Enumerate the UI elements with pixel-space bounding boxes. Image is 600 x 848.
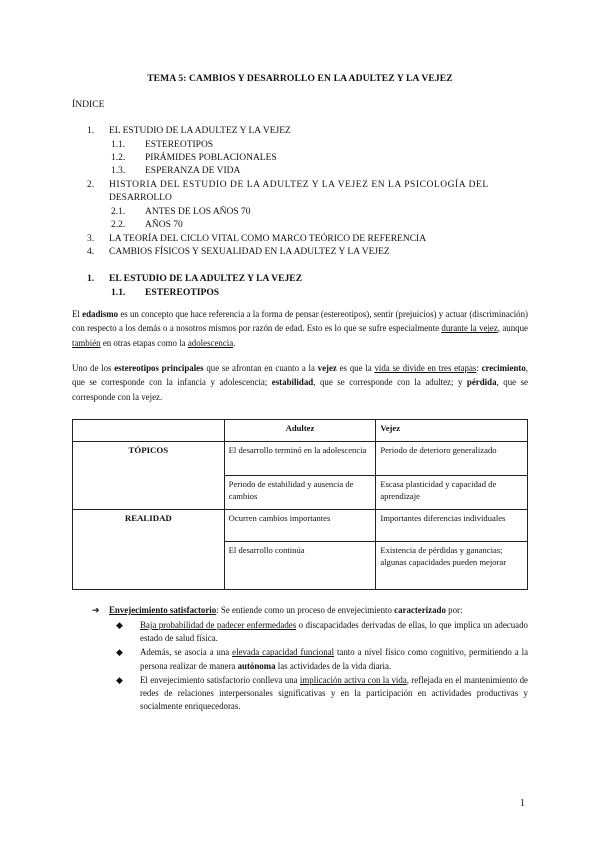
list-item: [116, 619, 528, 645]
underlined-text: implicación activa con la vida: [299, 674, 407, 685]
text-run: Uno de los: [72, 363, 115, 373]
index-item-number: 2.: [87, 180, 95, 190]
index-item: [87, 247, 390, 257]
bold-term: Envejecimiento satisfactorio: [109, 605, 217, 615]
index-item-number: 2.1.: [111, 207, 126, 217]
underlined-text: elevada capacidad funcional: [232, 647, 335, 658]
index-item: [111, 207, 251, 217]
table-header-row: [73, 420, 528, 442]
bold-term: autónoma: [237, 660, 276, 671]
text-run: : Se entiende como un proceso de envejecimiento: [216, 605, 395, 615]
index-item: [111, 166, 240, 176]
text-run: El envejecimiento satisfactorio conlleva una: [140, 674, 300, 685]
index-item-text: EL ESTUDIO DE LA ADULTEZ Y LA VEJEZ: [109, 126, 291, 136]
comparison-table: [72, 419, 528, 590]
bold-term: estereotipos principales: [114, 363, 204, 373]
list-item: [116, 674, 528, 714]
text-run: es un concepto que hace referencia a la forma de pensar (estereotipos), sentir (prejuicios) y actuar (discriminación) con respecto a los demás o a nosotros mismos por razón de edad. Esto es lo que se sufre especialmente: [72, 309, 528, 334]
bold-term: pérdida: [466, 377, 497, 388]
index-item: [111, 153, 277, 163]
underlined-text: vida se divide en tres etapas: [374, 363, 477, 373]
table-row: [73, 510, 528, 542]
index-item: [87, 126, 291, 136]
index-item: [87, 234, 426, 244]
index-item-number: 1.: [87, 126, 95, 136]
index-item: [111, 140, 213, 150]
diamond-bullet-icon: ◆: [116, 620, 123, 630]
index-heading: ÍNDICE: [72, 99, 105, 110]
table-row-label: REALIDAD: [73, 510, 225, 590]
table-cell: El desarrollo terminó en la adolescencia: [224, 442, 376, 476]
text-run: , aunque: [497, 323, 528, 334]
index-item: [111, 220, 183, 230]
paragraph-estereotipos: [72, 361, 528, 404]
subsection-heading: [111, 287, 219, 298]
table-header-cell: Vejez: [376, 420, 528, 442]
document-title: TEMA 5: CAMBIOS Y DESARROLLO EN LA ADULTEZ Y LA VEJEZ: [147, 73, 453, 84]
index-item-number: 3.: [87, 234, 95, 244]
text-run: , que se corresponde con la adultez; y: [313, 377, 467, 388]
text-run: :: [476, 363, 482, 373]
underlined-text: adolescencia: [187, 337, 234, 348]
index-item-number: 1.2.: [111, 153, 126, 163]
text-run: Además, se asocia a una: [140, 647, 233, 658]
text-run: , reflejada en el mantenimiento de redes de relaciones interpersonales significativas y en la participación en actividades productivas y socialmente enriquecedoras.: [140, 674, 528, 712]
text-run: .: [233, 337, 236, 348]
table-row-label: TÓPICOS: [73, 442, 225, 510]
table-cell: Periodo de deterioro generalizado: [376, 442, 528, 476]
subsection-number: 1.1.: [111, 287, 126, 298]
text-run: es que la: [336, 363, 375, 373]
page-number: 1: [520, 798, 525, 809]
text-run: o discapacidades derivadas de ellas, lo que implica un adecuado estado de salud física.: [140, 620, 528, 644]
envejecimiento-definition: [92, 605, 462, 616]
text-run: , que se corresponde con la vejez.: [72, 377, 528, 402]
table-cell: Importantes diferencias individuales: [376, 510, 528, 542]
underlined-text: durante la vejez: [441, 323, 498, 334]
text-run: tanto a nivel físico como cognitivo, permitiendo a la persona realizar de manera: [140, 647, 529, 671]
index-item-number: 2.2.: [111, 220, 126, 230]
table-header-cell: Adultez: [224, 420, 376, 442]
index-item-text: ESTEREOTIPOS: [145, 140, 214, 150]
section-heading: [87, 273, 302, 284]
table-row: [73, 442, 528, 476]
table-header-cell: [73, 420, 225, 442]
subsection-title: ESTEREOTIPOS: [145, 287, 220, 298]
index-item-text: AÑOS 70: [145, 220, 183, 230]
list-item: [116, 646, 528, 672]
index-item-text: PIRÁMIDES POBLACIONALES: [145, 153, 277, 163]
index-item-text: LA TEORÍA DEL CICLO VITAL COMO MARCO TEÓRICO DE REFERENCIA: [109, 234, 427, 244]
index-item-text: HISTORIA DEL ESTUDIO DE LA ADULTEZ Y LA VEJEZ EN LA PSICOLOGÍA DEL: [109, 180, 489, 190]
text-run: en otras etapas como la: [100, 337, 188, 348]
text-run: las actividades de la vida diaria.: [275, 660, 392, 671]
bold-term: vejez: [317, 363, 337, 373]
table-cell: Ocurren cambios importantes: [224, 510, 376, 542]
text-run: El: [72, 309, 83, 319]
underlined-text: Baja probabilidad de padecer enfermedades: [140, 620, 297, 630]
bold-term: caracterizado: [394, 605, 446, 615]
section-number: 1.: [87, 273, 95, 284]
index-item-number: 1.1.: [111, 140, 126, 150]
index-item-text: CAMBIOS FÍSICOS Y SEXUALIDAD EN LA ADULTEZ Y LA VEJEZ: [109, 247, 390, 257]
text-run: por:: [445, 605, 463, 615]
table-cell: Escasa plasticidad y capacidad de aprendizaje: [376, 476, 528, 510]
index-item-number: 4.: [87, 247, 95, 257]
section-title: EL ESTUDIO DE LA ADULTEZ Y LA VEJEZ: [109, 273, 303, 284]
index-item-text: ANTES DE LOS AÑOS 70: [145, 207, 251, 217]
diamond-bullet-icon: ◆: [116, 674, 123, 685]
text-run: , que se corresponde con la infancia y adolescencia;: [72, 363, 528, 388]
bullet-list: [116, 619, 528, 714]
table-cell: Periodo de estabilidad y ausencia de cambios: [224, 476, 376, 510]
arrow-icon: ➔: [92, 605, 100, 615]
diamond-bullet-icon: ◆: [116, 647, 123, 658]
table-cell: El desarrollo continúa: [224, 542, 376, 590]
text-run: que se afrontan en cuanto a la: [203, 363, 318, 373]
index-item-continuation: DESARROLLO: [109, 193, 172, 203]
index-item-text: ESPERANZA DE VIDA: [145, 166, 241, 176]
bold-term: crecimiento: [481, 363, 526, 373]
underlined-text: también: [72, 337, 101, 348]
index-item-number: 1.3.: [111, 166, 126, 176]
paragraph-edadismo: [72, 307, 528, 350]
bold-term: edadismo: [82, 309, 119, 319]
bold-term: estabilidad: [271, 377, 314, 388]
table-cell: Existencia de pérdidas y ganancias; algunas capacidades pueden mejorar: [376, 542, 528, 590]
index-item: [87, 180, 528, 190]
